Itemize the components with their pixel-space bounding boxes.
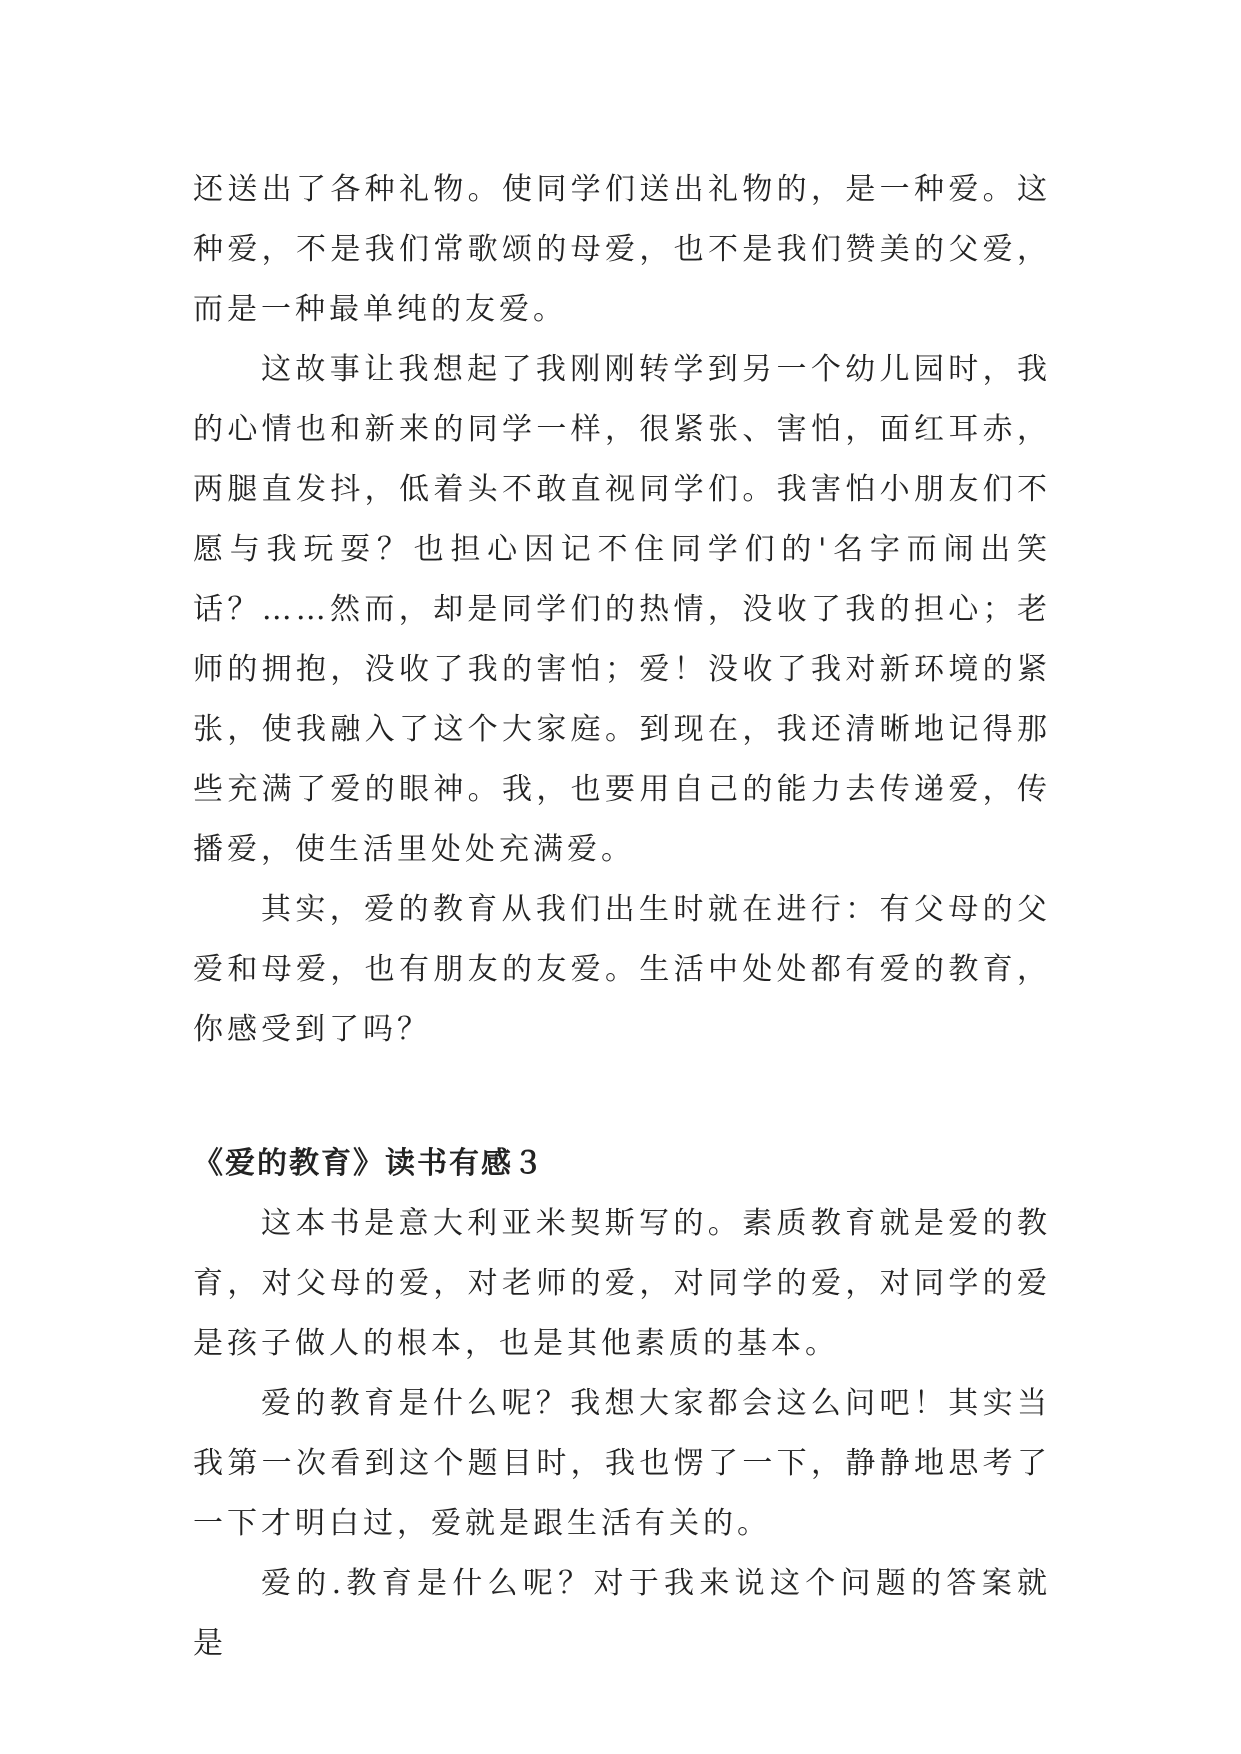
- paragraph-6: 爱的.教育是什么呢？对于我来说这个问题的答案就是: [193, 1566, 1051, 1661]
- paragraph-4: 这本书是意大利亚米契斯写的。素质教育就是爱的教育，对父母的爱，对老师的爱，对同学的爱，对同学的爱是孩子做人的根本，也是其他素质的基本。: [193, 1206, 1051, 1361]
- document-page: [193, 160, 1051, 1674]
- section-gap: [193, 1060, 1051, 1134]
- paragraph-2: 这故事让我想起了我刚刚转学到另一个幼儿园时，我的心情也和新来的同学一样，很紧张、害怕，面红耳赤，两腿直发抖，低着头不敢直视同学们。我害怕小朋友们不愿与我玩耍？也担心因记不住同学们的'名字而闹出笑话？……然而，却是同学们的热情，没收了我的担心；老师的拥抱，没收了我的害怕；爱！没收了我对新环境的紧张，使我融入了这个大家庭。到现在，我还清晰地记得那些充满了爱的眼神。我，也要用自己的能力去传递爱，传播爱，使生活里处处充满爱。: [193, 352, 1051, 867]
- paragraph-3: 其实，爱的教育从我们出生时就在进行：有父母的父爱和母爱，也有朋友的友爱。生活中处处都有爱的教育，你感受到了吗？: [193, 892, 1051, 1047]
- section-heading: 《爱的教育》读书有感３: [193, 1146, 545, 1181]
- paragraph-5: 爱的教育是什么呢？我想大家都会这么问吧！其实当我第一次看到这个题目时，我也愣了一下，静静地思考了一下才明白过，爱就是跟生活有关的。: [193, 1386, 1051, 1541]
- paragraph-1: 还送出了各种礼物。使同学们送出礼物的，是一种爱。这种爱，不是我们常歌颂的母爱，也不是我们赞美的父爱，而是一种最单纯的友爱。: [193, 172, 1051, 327]
